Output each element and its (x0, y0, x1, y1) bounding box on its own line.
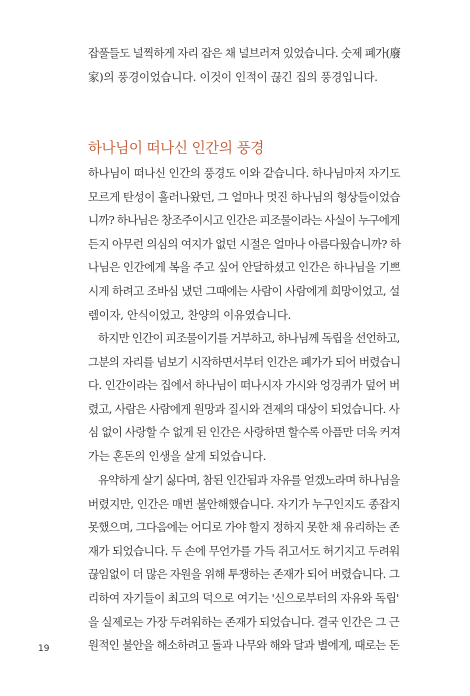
text-line: 시게 하려고 조바심 냈던 그때에는 사람이 사람에게 희망이었고, 설 (88, 283, 400, 298)
text-line: 재가 되었습니다. 두 손에 무언가를 가득 쥐고서도 허기지고 두려워 (88, 543, 400, 558)
text-line: 유약하게 살기 싫다며, 참된 인간됨과 자유를 얻겠노라며 하나님을 (98, 473, 400, 487)
text-line: 버렸지만, 인간은 매번 불안해했습니다. 자기가 누구인지도 종잡지 (88, 496, 401, 511)
text-line: 다. 인간이라는 집에서 하나님이 떠나시자 가시와 엉겅퀴가 덮어 버 (88, 378, 400, 393)
body-paragraph-2 (88, 327, 400, 469)
text-line: 하지만 인간이 피조물이기를 거부하고, 하나님께 독립을 선언하고, (98, 331, 400, 345)
text-line: 끊임없이 더 많은 자원을 위해 투쟁하는 존재가 되어 버렸습니다. 그 (88, 567, 400, 582)
text-line: 든지 아무런 의심의 여지가 없던 시절은 얼마나 아름다웠습니까? 하 (88, 236, 401, 251)
page-number: 19 (38, 644, 50, 654)
text-line: 나님은 인간에게 복을 주고 싶어 안달하셨고 인간은 하나님을 기쁘 (88, 260, 401, 275)
section-heading: 하나님이 떠나신 인간의 풍경 (88, 141, 264, 157)
text-line: 렸고, 사람은 사람에게 원망과 질시와 견제의 대상이 되었습니다. 사 (88, 401, 400, 416)
text-line: 리하여 자기들이 최고의 덕으로 여기는 '신으로부터의 자유와 독립' (88, 590, 399, 605)
text-line: 심 없이 사랑할 수 없게 된 인간은 사랑하면 할수록 아픔만 더욱 커져 (88, 425, 401, 440)
body-paragraph-1 (88, 162, 400, 327)
text-line: 을 실제로는 가장 두려워하는 존재가 되었습니다. 결국 인간은 그 근 (88, 614, 400, 629)
text-line: 렘이자, 안식이었고, 찬양의 이유였습니다. (88, 307, 292, 322)
text-line: 원적인 불안을 해소하려고 돌과 나무와 해와 달과 별에게, 때로는 돈 (88, 638, 400, 653)
text-line: 못했으며, 그다음에는 어디로 가야 할지 정하지 못한 채 유리하는 존 (88, 520, 400, 535)
text-line: 가는 혼돈의 인생을 살게 되었습니다. (88, 448, 267, 463)
text-line: 니까? 하나님은 창조주이시고 인간은 피조물이라는 사실이 누구에게 (88, 213, 400, 228)
text-line: 모르게 탄성이 흘러나왔던, 그 얼마나 멋진 하나님의 형상들이었습 (88, 189, 401, 204)
text-line: 하나님이 떠나신 인간의 풍경도 이와 같습니다. 하나님마저 자기도 (88, 166, 401, 180)
body-paragraph-3 (88, 469, 400, 658)
text-line: 잡풀들도 널찍하게 자리 잡은 채 널브러져 있었습니다. 숫제 폐가(廢 (88, 46, 401, 60)
text-line: 그분의 자리를 넘보기 시작하면서부터 인간은 폐가가 되어 버렸습니 (88, 354, 401, 369)
text-line: 家)의 풍경이었습니다. 이것이 인적이 끊긴 집의 풍경입니다. (88, 69, 378, 84)
intro-paragraph (88, 42, 400, 89)
